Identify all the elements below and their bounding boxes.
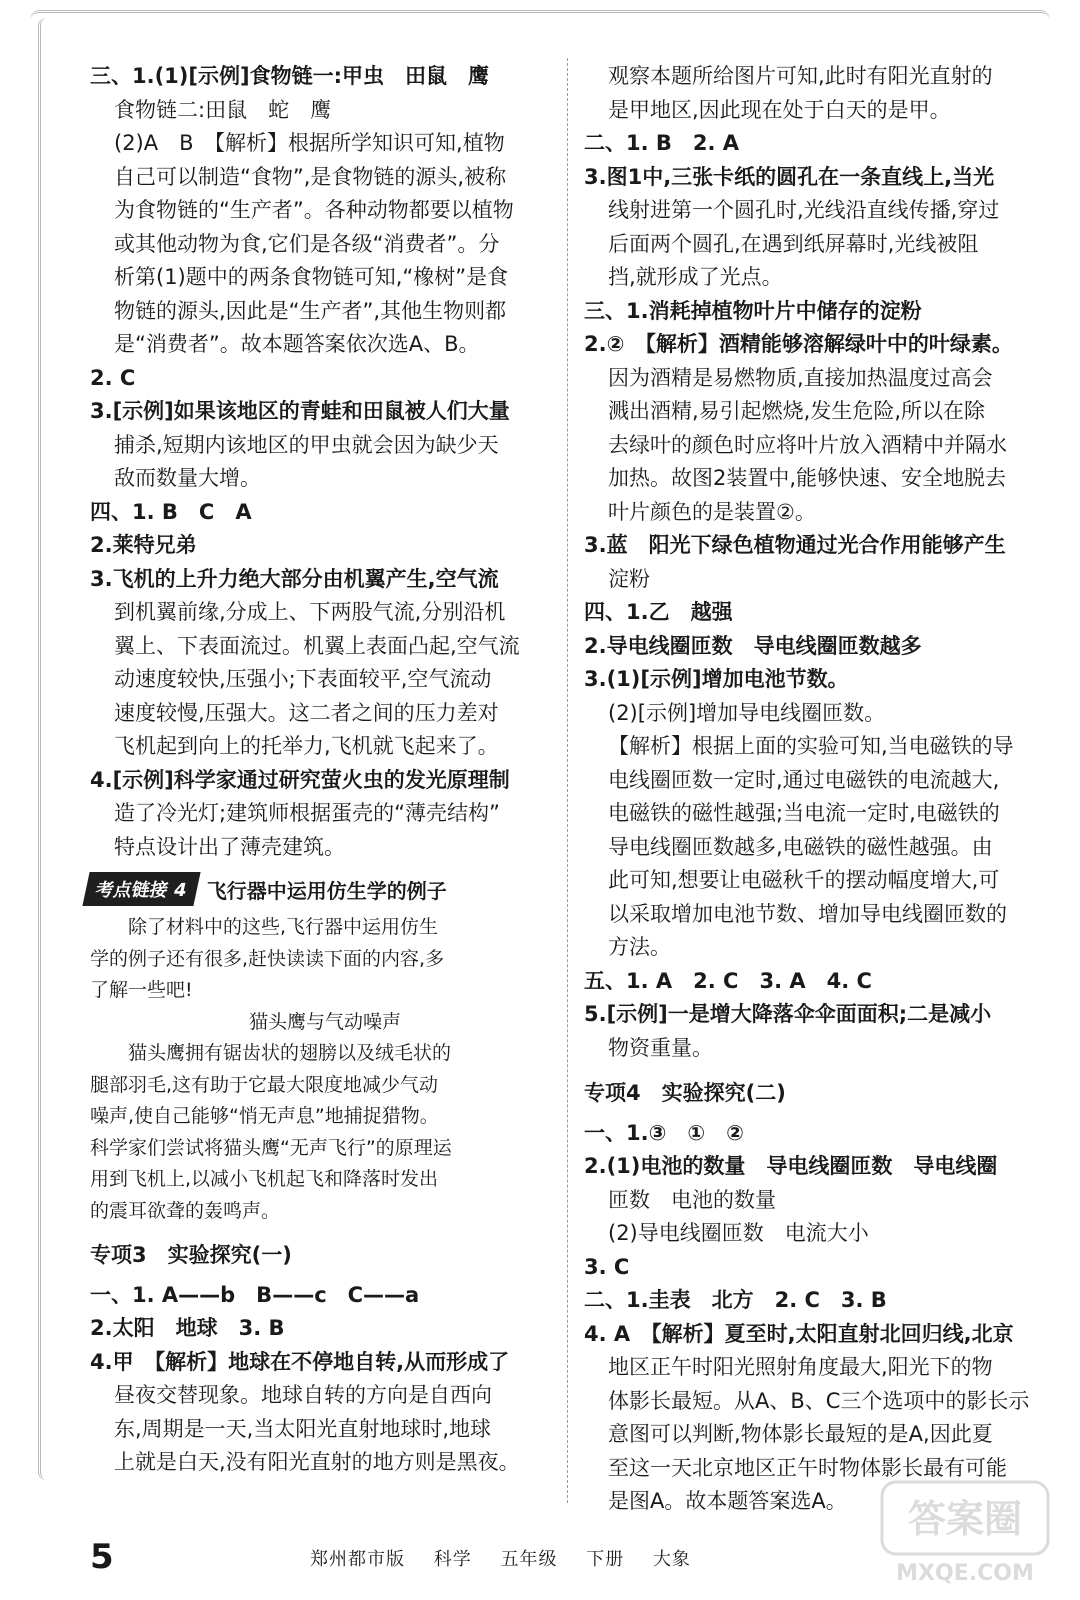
text-line: 3.飞机的上升力绝大部分由机翼产生,空气流 xyxy=(90,566,499,591)
footer-publisher: 大象 xyxy=(652,1549,691,1570)
text-line: 2.(1)电池的数量 导电线圈匝数 导电线圈 xyxy=(584,1154,998,1178)
text-line: 速度较慢,压强大。这二者之间的压力差对 xyxy=(114,700,499,725)
text-line: 3.蓝 阳光下绿色植物通过光合作用能够产生 xyxy=(584,533,1006,557)
text-line: 观察本题所给图片可知,此时有阳光直射的 xyxy=(608,64,993,88)
text-line: 3.图1中,三张卡纸的圆孔在一条直线上,当光 xyxy=(584,164,995,189)
text-line: 3. C xyxy=(584,1254,630,1279)
kp-header xyxy=(86,872,560,906)
text-line: 或其他动物为食,它们是各级“消费者”。分 xyxy=(114,231,500,256)
text-line: 一、1. A——b B——c C——a xyxy=(90,1282,420,1307)
section-4-answers xyxy=(584,1117,1052,1519)
text-line: 此可知,想要让电磁秋千的摆动幅度增大,可 xyxy=(608,868,1000,892)
text-line: 淀粉 xyxy=(608,566,650,591)
text-line: 四、1. B C A xyxy=(90,499,252,524)
text-line: 【解析】根据上面的实验可知,当电磁铁的导 xyxy=(608,734,1014,758)
footer-subject: 科学 xyxy=(433,1549,472,1570)
kp-text-line: 科学家们尝试将猫头鹰“无声飞行”的原理运 xyxy=(90,1136,452,1159)
text-line: 是“消费者”。故本题答案依次选A、B。 xyxy=(114,332,480,356)
kp-text-line: 猫头鹰拥有锯齿状的翅膀以及绒毛状的 xyxy=(90,1042,452,1064)
footer-edition: 郑州都市版 xyxy=(310,1549,405,1570)
text-line: 翼上、下表面流过。机翼上表面凸起,空气流 xyxy=(114,633,520,658)
footer-info xyxy=(310,1545,713,1571)
text-line: 2.② 【解析】酒精能够溶解绿叶中的叶绿素。 xyxy=(584,332,1013,356)
right-answers xyxy=(584,60,1052,1065)
text-line: 2.导电线圈匝数 导电线圈匝数越多 xyxy=(584,633,922,658)
text-line: 是甲地区,因此现在处于白天的是甲。 xyxy=(608,97,951,122)
text-line: 叶片颜色的是装置②。 xyxy=(608,499,816,524)
text-line: 析第(1)题中的两条食物链可知,“橡树”是食 xyxy=(114,265,509,289)
kp-text-line: 噪声,使自己能够“悄无声息”地捕捉猎物。 xyxy=(90,1105,439,1127)
text-line: 四、1.乙 越强 xyxy=(584,600,733,624)
section-title-4: 专项4 实验探究(二) xyxy=(584,1081,786,1105)
footer-grade: 五年级 xyxy=(500,1549,558,1570)
text-line: 导电线圈匝数越多,电磁铁的磁性越强。由 xyxy=(608,834,993,859)
text-line: 物资重量。 xyxy=(608,1035,713,1060)
page-border-left xyxy=(38,18,57,1480)
page-number: 5 xyxy=(90,1537,114,1577)
text-line: 至这一天北京地区正午时物体影长最有可能 xyxy=(608,1455,1007,1480)
text-line: 电线圈匝数一定时,通过电磁铁的电流越大, xyxy=(608,767,1000,792)
kp-text-line: 了解一些吧! xyxy=(90,979,193,1001)
text-line: 方法。 xyxy=(608,935,671,959)
watermark-logo xyxy=(880,1480,1050,1590)
text-line: 挡,就形成了光点。 xyxy=(608,265,783,289)
kp-text-line: 除了材料中的这些,飞行器中运用仿生 xyxy=(90,916,439,938)
text-line: 体影长最短。从A、B、C三个选项中的影长示 xyxy=(608,1388,1030,1413)
text-line: 3.[示例]如果该地区的青蛙和田鼠被人们大量 xyxy=(90,399,510,423)
kp-badge: 考点链接 4 xyxy=(82,872,200,906)
text-line: 食物链二:田鼠 蛇 鹰 xyxy=(114,97,332,122)
text-line: 昼夜交替现象。地球自转的方向是自西向 xyxy=(114,1383,492,1407)
text-line: 溅出酒精,易引起燃烧,发生危险,所以在除 xyxy=(608,399,986,423)
text-line: 匝数 电池的数量 xyxy=(608,1187,776,1212)
text-line: 加热。故图2装置中,能够快速、安全地脱去 xyxy=(608,466,1007,490)
kp-body xyxy=(90,912,560,1227)
text-line: 二、1.圭表 北方 2. C 3. B xyxy=(584,1288,887,1312)
text-line: 为食物链的“生产者”。各种动物都要以植物 xyxy=(114,198,514,222)
text-line: 捕杀,短期内该地区的甲虫就会因为缺少天 xyxy=(114,432,499,457)
kp-text-line: 腿部羽毛,这有助于它最大限度地减少气动 xyxy=(90,1073,439,1096)
kp-subtitle: 猫头鹰与气动噪声 xyxy=(248,1010,401,1033)
text-line: 上就是白天,没有阳光直射的地方则是黑夜。 xyxy=(114,1450,520,1474)
text-line: 东,周期是一天,当太阳光直射地球时,地球 xyxy=(114,1416,492,1441)
text-line: 是图A。故本题答案选A。 xyxy=(608,1489,847,1513)
text-line: 五、1. A 2. C 3. A 4. C xyxy=(584,968,872,993)
text-line: 因为酒精是易燃物质,直接加热温度过高会 xyxy=(608,365,993,390)
text-line: 一、1.③ ① ② xyxy=(584,1120,744,1145)
left-column xyxy=(90,60,560,1480)
watermark-text: 答案圈 xyxy=(907,1497,1023,1541)
text-line: (2)导电线圈匝数 电流大小 xyxy=(608,1221,869,1245)
text-line: 地区正午时阳光照射角度最大,阳光下的物 xyxy=(608,1355,993,1379)
text-line: (2)[示例]增加导电线圈匝数。 xyxy=(608,700,886,725)
text-line: 飞机起到向上的托举力,飞机就飞起来了。 xyxy=(114,734,499,758)
text-line: 造了冷光灯;建筑师根据蛋壳的“薄壳结构” xyxy=(114,801,500,825)
text-line: 敌而数量大增。 xyxy=(114,466,261,490)
column-divider xyxy=(567,58,568,1503)
text-line: 2. C xyxy=(90,365,136,390)
text-line: 4.[示例]科学家通过研究萤火虫的发光原理制 xyxy=(90,767,510,792)
text-line: 自己可以制造“食物”,是食物链的源头,被称 xyxy=(114,164,507,189)
text-line: 以采取增加电池节数、增加导电线圈匝数的 xyxy=(608,901,1007,926)
page-border-top xyxy=(30,10,1050,35)
kp-text-line: 学的例子还有很多,赶快读读下面的内容,多 xyxy=(90,947,445,970)
footer-volume: 下册 xyxy=(586,1549,625,1570)
text-line: (2)A B 【解析】根据所学知识可知,植物 xyxy=(114,131,505,155)
text-line: 去绿叶的颜色时应将叶片放入酒精中并隔水 xyxy=(608,432,1007,457)
text-line: 意图可以判断,物体影长最短的是A,因此夏 xyxy=(608,1422,993,1446)
text-line: 特点设计出了薄壳建筑。 xyxy=(114,834,345,859)
text-line: 4.甲 【解析】地球在不停地自转,从而形成了 xyxy=(90,1349,510,1374)
text-line: 物链的源头,因此是“生产者”,其他生物则都 xyxy=(114,298,507,323)
kp-text-line: 的震耳欲聋的轰鸣声。 xyxy=(90,1199,281,1222)
text-line: 2.莱特兄弟 xyxy=(90,533,197,557)
text-line: 后面两个圆孔,在遇到纸屏幕时,光线被阻 xyxy=(608,231,979,256)
text-line: 4. A 【解析】夏至时,太阳直射北回归线,北京 xyxy=(584,1321,1014,1346)
section-3-answers xyxy=(90,1279,560,1480)
watermark-url: MXQE.COM xyxy=(896,1561,1034,1586)
kp-title: 飞行器中运用仿生学的例子 xyxy=(206,878,447,903)
text-line: 三、1.消耗掉植物叶片中储存的淀粉 xyxy=(584,298,922,323)
text-line: 2.太阳 地球 3. B xyxy=(90,1316,285,1340)
text-line: 电磁铁的磁性越强;当电流一定时,电磁铁的 xyxy=(608,801,1000,825)
right-column xyxy=(584,60,1052,1519)
kp-text-line: 用到飞机上,以减小飞机起飞和降落时发出 xyxy=(90,1168,439,1190)
text-line: 动速度较快,压强小;下表面较平,空气流动 xyxy=(114,667,492,691)
text-line: 三、1.(1)[示例]食物链一:甲虫 田鼠 鹰 xyxy=(90,64,489,88)
left-answers xyxy=(90,60,560,864)
text-line: 线射进第一个圆孔时,光线沿直线传播,穿过 xyxy=(608,198,1000,222)
section-title-3: 专项3 实验探究(一) xyxy=(90,1243,292,1267)
text-line: 5.[示例]一是增大降落伞伞面面积;二是减小 xyxy=(584,1002,992,1026)
text-line: 二、1. B 2. A xyxy=(584,131,740,155)
text-line: 到机翼前缘,分成上、下两股气流,分别沿机 xyxy=(114,600,506,624)
text-line: 3.(1)[示例]增加电池节数。 xyxy=(584,667,849,691)
